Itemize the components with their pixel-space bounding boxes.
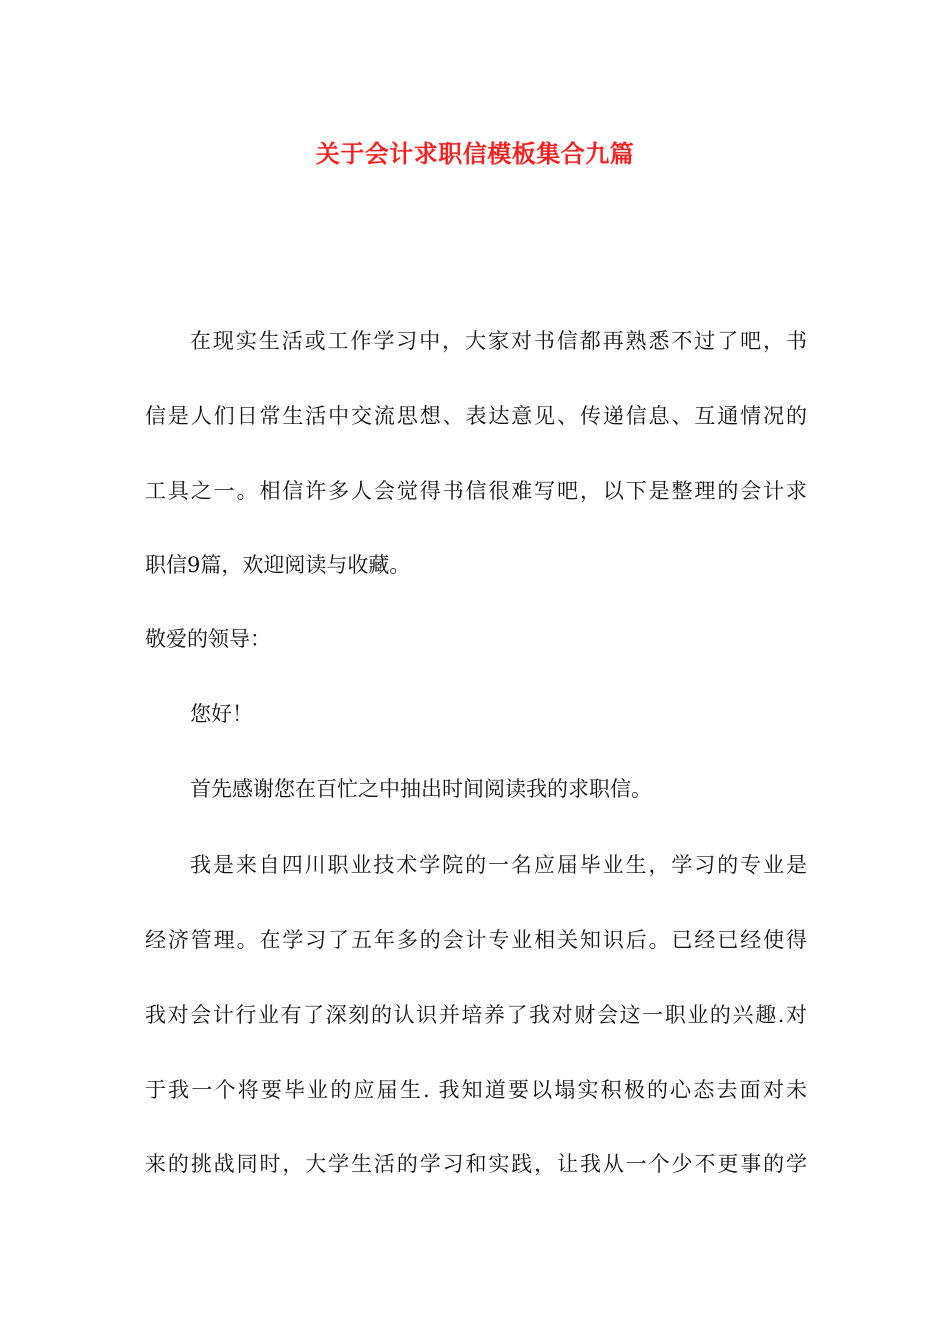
paragraph-line: 我是来自四川职业技术学院的一名应届毕业生，学习的专业是 (190, 853, 807, 877)
paragraph-line: 首先感谢您在百忙之中抽出时间阅读我的求职信。 (190, 777, 652, 801)
salutation: 敬爱的领导： (145, 627, 271, 651)
paragraph-line: 工具之一。相信许多人会觉得书信很难写吧，以下是整理的会计求 (145, 479, 807, 503)
paragraph-line: 在现实生活或工作学习中，大家对书信都再熟悉不过了吧，书 (190, 329, 807, 353)
paragraph-line: 经济管理。在学习了五年多的会计专业相关知识后。已经已经使得 (145, 928, 807, 952)
paragraph-line: 职信9篇，欢迎阅读与收藏。 (145, 553, 411, 577)
greeting: 您好！ (190, 702, 253, 726)
document-title: 关于会计求职信模板集合九篇 (315, 139, 635, 168)
paragraph-line: 我对会计行业有了深刻的认识并培养了我对财会这一职业的兴趣.对 (145, 1003, 807, 1027)
paragraph-line: 于我一个将要毕业的应届生. 我知道要以塌实积极的心态去面对未 (145, 1078, 807, 1102)
paragraph-line: 信是人们日常生活中交流思想、表达意见、传递信息、互通情况的 (145, 404, 807, 428)
paragraph-line: 来的挑战同时，大学生活的学习和实践，让我从一个少不更事的学 (145, 1152, 807, 1176)
